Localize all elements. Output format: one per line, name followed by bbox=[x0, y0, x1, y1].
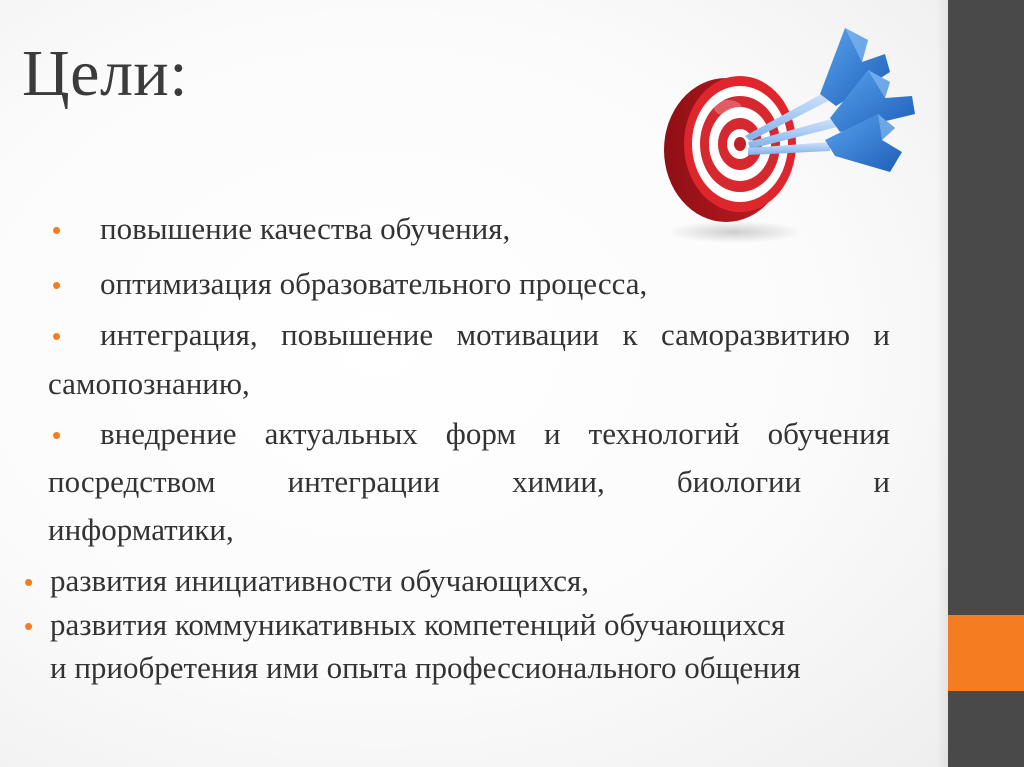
list-item-line: посредством интеграции химии, биологии и bbox=[48, 464, 890, 499]
list-item-text: оптимизация образовательного процесса, bbox=[100, 266, 648, 301]
bullet-marker: • bbox=[52, 321, 62, 351]
list-item bbox=[48, 311, 890, 408]
orange-accent-block bbox=[948, 615, 1024, 691]
list-item bbox=[22, 560, 902, 603]
list-item bbox=[48, 260, 890, 309]
list-item-line: и приобретения ими опыта профессионального общения bbox=[50, 650, 801, 685]
bullet-marker: • bbox=[24, 611, 34, 641]
bullet-marker: • bbox=[52, 420, 62, 450]
list-item bbox=[22, 604, 902, 689]
list-item-line: самопознанию, bbox=[48, 366, 250, 401]
slide-title: Цели: bbox=[22, 37, 189, 110]
bullet-marker: • bbox=[52, 215, 62, 245]
bullet-marker: • bbox=[52, 270, 62, 300]
list-item bbox=[48, 205, 890, 254]
bullet-marker: • bbox=[24, 567, 34, 597]
list-item-line: информатики, bbox=[48, 512, 234, 547]
list-item bbox=[48, 410, 890, 459]
list-item-text: внедрение актуальных форм и технологий обучения bbox=[100, 416, 890, 451]
list-item-line bbox=[48, 311, 890, 360]
list-item-text: интеграция, повышение мотивации к саморазвитию и bbox=[100, 317, 890, 352]
list-item-text: развития коммуникативных компетенций обучающихся bbox=[50, 607, 786, 642]
list-item-text: развития инициативности обучающихся, bbox=[50, 563, 590, 598]
list-item-text: повышение качества обучения, bbox=[100, 211, 511, 246]
